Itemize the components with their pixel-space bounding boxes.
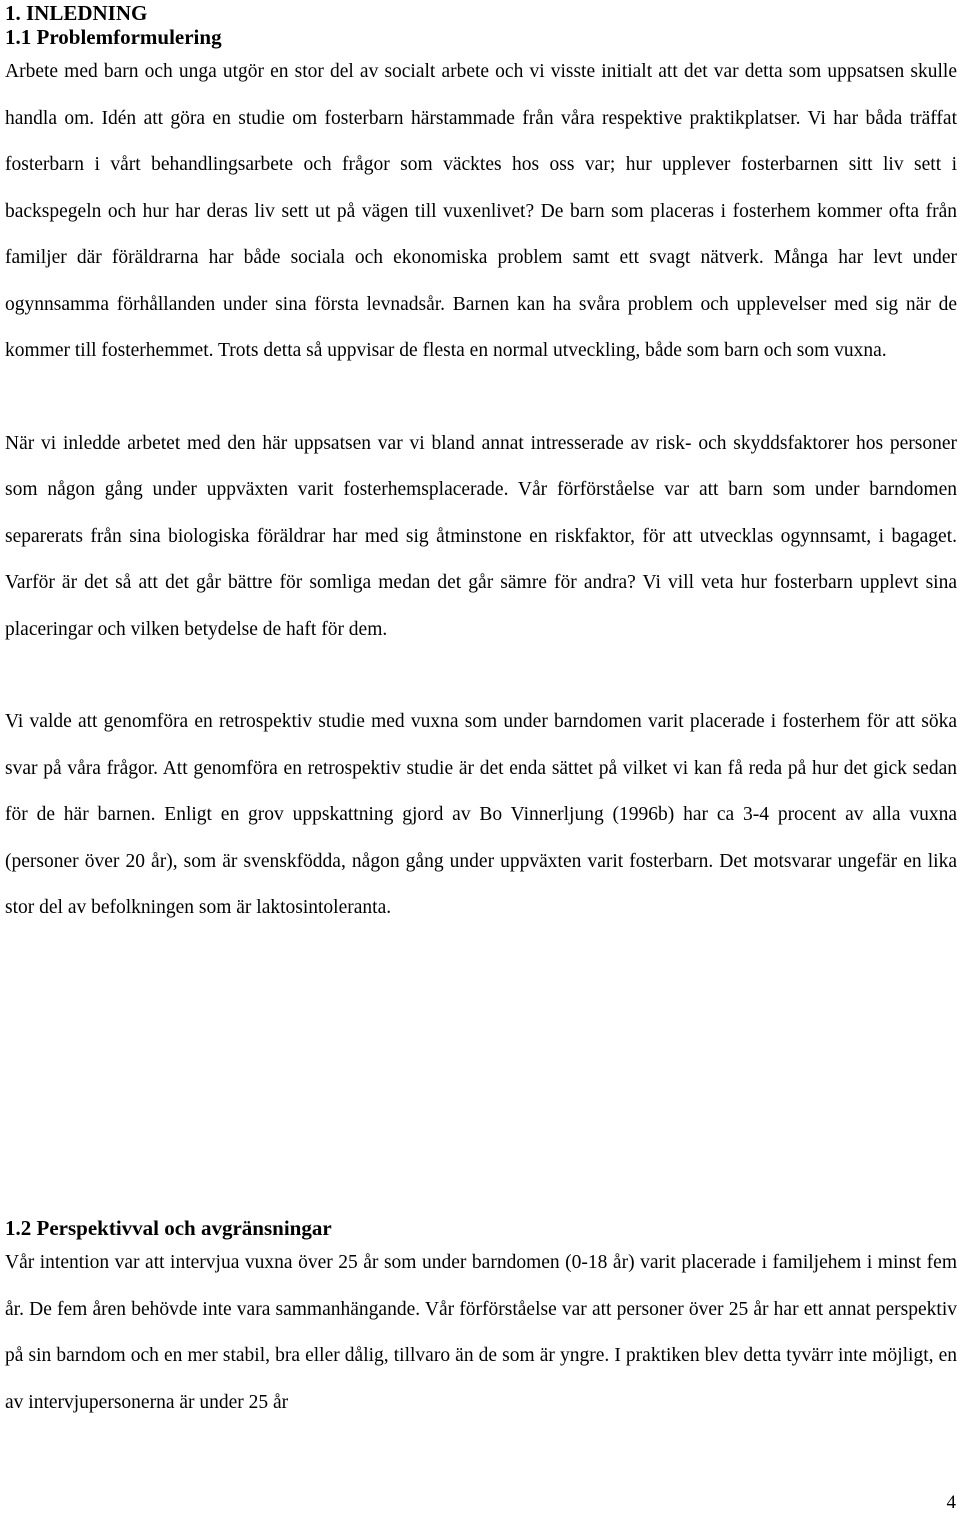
chapter-heading: 1. INLEDNING — [5, 1, 148, 25]
paragraph-1: Arbete med barn och unga utgör en stor del av socialt arbete och vi visste initialt att det var detta som uppsatsen skulle handla om. Idén att göra en studie om fosterbarn härstammade från våra respektive praktikplatser. Vi har båda träffat fosterbarn i vårt behandlingsarbete och frågor som väcktes hos oss var; hur upplever fosterbarnen sitt liv sett i backspegeln och hur har deras liv sett ut på vägen till vuxenlivet? De barn som placeras i fosterhem kommer ofta från familjer där föräldrarna har både sociala och ekonomiska problem samt ett svagt nätverk. Många har levt under ogynnsamma förhållanden under sina första levnadsår. Barnen kan ha svåra problem och upplevelser med sig när de kommer till fosterhemmet. Trots detta så uppvisar de flesta en normal utveckling, både som barn och som vuxna. — [5, 61, 957, 361]
paragraph-4: Vår intention var att intervjua vuxna över 25 år som under barndomen (0-18 år) varit placerade i familjehem i minst fem år. De fem åren behövde inte vara sammanhängande. Vår förförståelse var att personer över 25 år har ett annat perspektiv på sin barndom och en mer stabil, bra eller dålig, tillvaro än de som är yngre. I praktiken blev detta tyvärr inte möjligt, en av intervjupersonerna är under 25 år — [5, 1252, 957, 1413]
section-perspektivval — [5, 1216, 957, 1426]
paragraph-2: När vi inledde arbetet med den här uppsatsen var vi bland annat intresserade av risk- och skyddsfaktorer hos personer som någon gång under uppväxten varit fosterhemsplacerade. Vår förförståelse var att barn som under barndomen separerats från sina biologiska föräldrar har med sig åtminstone en riskfaktor, för att utvecklas ogynnsamt, i bagaget. Varför är det så att det går bättre för somliga medan det går sämre för andra? Vi vill veta hur fosterbarn upplevt sina placeringar och vilken betydelse de haft för dem. — [5, 432, 957, 640]
document-page — [5, 0, 957, 932]
section-heading-problemformulering: 1.1 Problemformulering — [5, 25, 222, 49]
page-number: 4 — [946, 1492, 956, 1513]
paragraph-3: Vi valde att genomföra en retrospektiv studie med vuxna som under barndomen varit placerade i fosterhem för att söka svar på våra frågor. Att genomföra en retrospektiv studie är det enda sättet på vilket vi kan få reda på hur det gick sedan för de här barnen. Enligt en grov uppskattning gjord av Bo Vinnerljung (1996b) har ca 3-4 procent av alla vuxna (personer över 20 år), som är svenskfödda, någon gång under uppväxten varit fosterbarn. Det motsvarar ungefär en lika stor del av befolkningen som är laktosintoleranta. — [5, 711, 957, 918]
section-heading-perspektivval: 1.2 Perspektivval och avgränsningar — [5, 1216, 332, 1240]
